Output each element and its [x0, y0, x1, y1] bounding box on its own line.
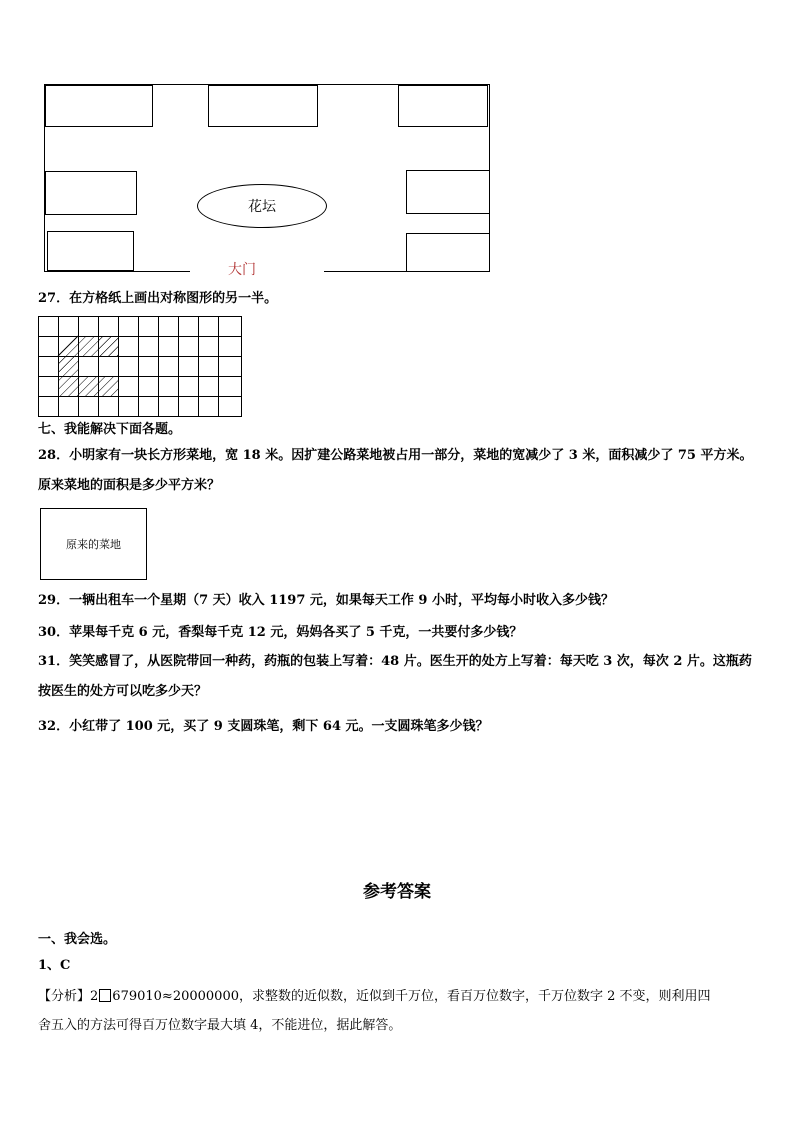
answers-section-1: 一、我会选。: [38, 932, 117, 947]
blank-box-icon: [99, 989, 111, 1002]
analysis-text-1: 679010≈20000000，求整数的近似数，近似到千万位，看百万位数字，千万位数字 2 不变，则利用四: [112, 989, 711, 1004]
answers-title: 参考答案: [363, 882, 431, 902]
map-plot-middle-left: [45, 171, 137, 215]
original-garden-label: 原来的菜地: [66, 538, 121, 551]
question-27: 27．在方格纸上画出对称图形的另一半。: [38, 291, 278, 306]
question-28: 28．小明家有一块长方形菜地，宽 18 米。因扩建公路菜地被占用一部分，菜地的宽减少了 3 米，面积减少了 75 平方米。原来菜地的面积是多少平方米？: [38, 448, 753, 493]
map-plot-bottom-right: [406, 233, 490, 272]
map-plot-top-left: [45, 85, 153, 127]
map-plot-top-right: [398, 85, 488, 127]
analysis-number-prefix: 2: [90, 989, 99, 1004]
map-plot-top-middle: [208, 85, 318, 127]
map-plot-bottom-left: [47, 231, 134, 271]
analysis-tag: 【分析】: [38, 989, 91, 1004]
map-bottom-left-wall: [44, 271, 190, 272]
question-29: 29．一辆出租车一个星期（7 天）收入 1197 元，如果每天工作 9 小时，平均每小时收入多少钱？: [38, 593, 614, 608]
analysis-line-2: 舍五入的方法可得百万位数字最大填 4，不能进位，据此解答。: [38, 1018, 402, 1033]
flower-bed: [197, 184, 327, 228]
question-32: 32．小红带了 100 元，买了 9 支圆珠笔，剩下 64 元。一支圆珠笔多少钱？: [38, 719, 489, 734]
analysis-line-1: [38, 988, 711, 1006]
original-garden-box: [40, 508, 147, 580]
hatched-half-figure: [58, 336, 118, 396]
question-31: 31．笑笑感冒了，从医院带回一种药，药瓶的包装上写着：48 片。医生开的处方上写着：每天吃 3 次，每次 2 片。这瓶药按医生的处方可以吃多少天？: [38, 654, 752, 699]
question-30: 30．苹果每千克 6 元，香梨每千克 12 元，妈妈各买了 5 千克，一共要付多少钱？: [38, 625, 523, 640]
symmetry-grid: [38, 316, 244, 419]
flower-bed-label: 花坛: [248, 199, 276, 215]
map-plot-middle-right: [406, 170, 490, 214]
section-7-heading: 七、我能解决下面各题。: [38, 422, 182, 437]
answer-item-1: 1、C: [38, 958, 71, 973]
gate-label: 大门: [228, 262, 256, 278]
